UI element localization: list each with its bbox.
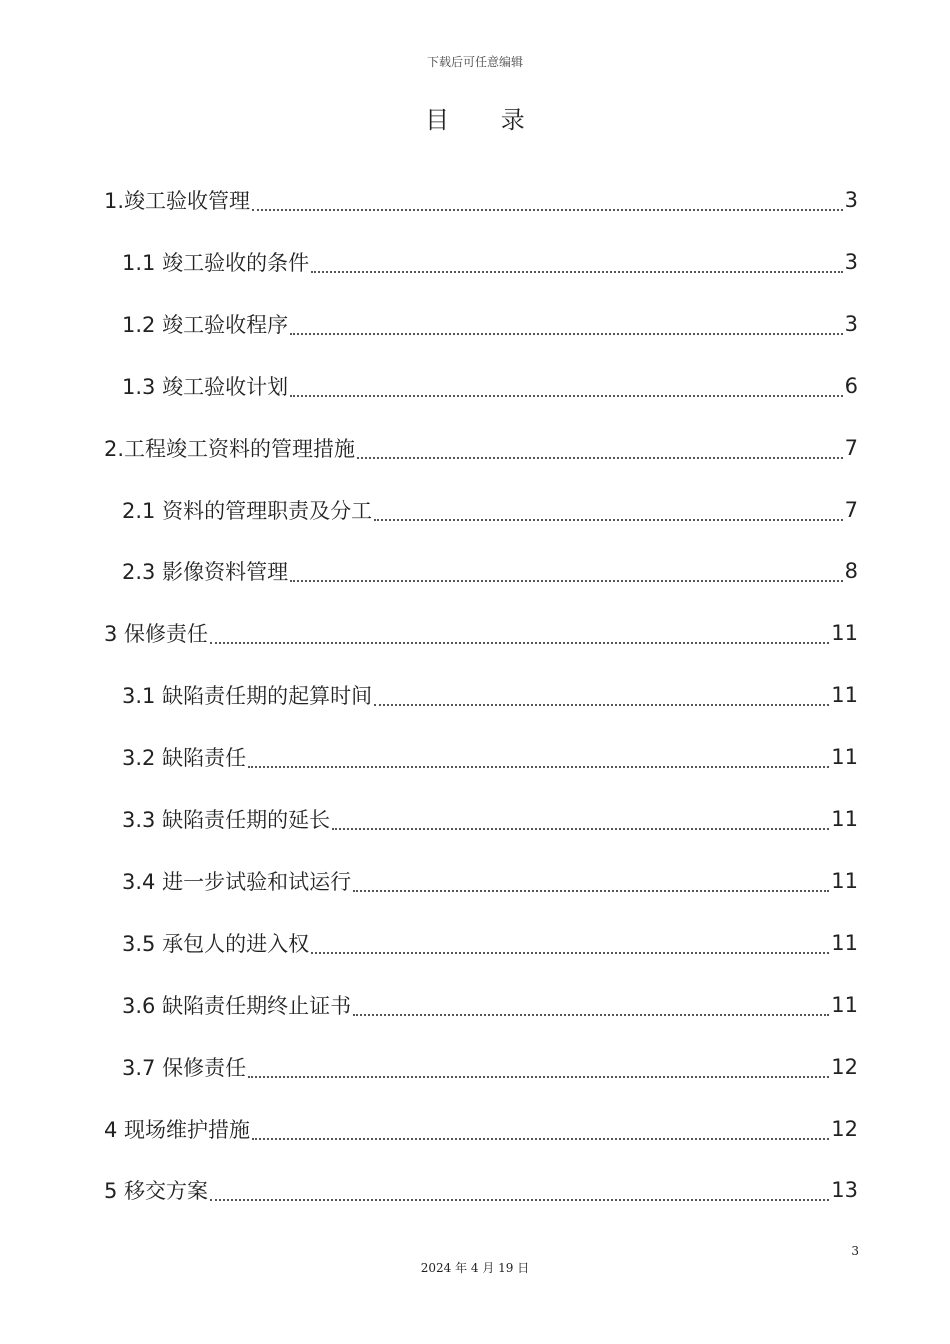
toc-dot-leader (353, 1013, 829, 1016)
toc-dot-leader (252, 1137, 829, 1140)
toc-entry-label: 3 保修责任 (104, 622, 209, 646)
header-note: 下载后可任意编辑 (426, 55, 523, 69)
toc-title: 目 录 (425, 106, 547, 134)
toc-entry-page: 3 (844, 250, 858, 274)
toc-entry-page: 8 (844, 559, 858, 583)
toc-entry-label: 3.1 缺陷责任期的起算时间 (122, 684, 373, 708)
toc-entry[interactable] (104, 430, 858, 466)
toc-entry[interactable] (122, 492, 858, 528)
toc-entry[interactable] (122, 925, 858, 961)
toc-entry-page: 3 (844, 312, 858, 336)
toc-entry-label: 3.5 承包人的进入权 (122, 932, 310, 956)
toc-entry-label: 3.7 保修责任 (122, 1056, 247, 1080)
footer-date: 2024 年 4 月 19 日 (420, 1261, 530, 1275)
toc-entry[interactable] (122, 801, 858, 837)
toc-entry[interactable] (122, 244, 858, 280)
toc-entry-label: 5 移交方案 (104, 1179, 209, 1203)
toc-entry[interactable] (122, 1049, 858, 1085)
toc-dot-leader (374, 703, 829, 706)
toc-entry-page: 7 (844, 498, 858, 522)
toc-entry[interactable] (122, 368, 858, 404)
toc-entry-page: 12 (831, 1117, 858, 1141)
toc-entry-page: 11 (831, 807, 858, 831)
toc-entry[interactable] (104, 1111, 858, 1147)
toc-entry-label: 1.3 竣工验收计划 (122, 375, 289, 399)
toc-dot-leader (332, 827, 829, 830)
toc-entry-page: 11 (831, 931, 858, 955)
toc-entry-label: 2.工程竣工资料的管理措施 (104, 437, 356, 461)
toc-dot-leader (210, 1198, 829, 1201)
toc-entry-page: 3 (844, 188, 858, 212)
toc-entry-label: 4 现场维护措施 (104, 1118, 251, 1142)
toc-dot-leader (290, 579, 843, 582)
toc-dot-leader (210, 641, 829, 644)
toc-entry[interactable] (122, 306, 858, 342)
toc-entry-page: 11 (831, 621, 858, 645)
toc-entry-page: 11 (831, 993, 858, 1017)
toc-dot-leader (248, 765, 829, 768)
toc-entry-label: 2.3 影像资料管理 (122, 560, 289, 584)
toc-dot-leader (248, 1075, 829, 1078)
toc-entry[interactable] (122, 987, 858, 1023)
toc-entry[interactable] (122, 553, 858, 589)
toc-entry[interactable] (122, 863, 858, 899)
toc-dot-leader (353, 889, 829, 892)
toc-entry[interactable] (122, 677, 858, 713)
toc-entry-label: 1.2 竣工验收程序 (122, 313, 289, 337)
toc-entry-page: 12 (831, 1055, 858, 1079)
toc-dot-leader (290, 394, 843, 397)
toc-entry-label: 2.1 资料的管理职责及分工 (122, 499, 373, 523)
toc-entry-page: 13 (831, 1178, 858, 1202)
toc-entry[interactable] (104, 1172, 858, 1208)
toc-dot-leader (357, 456, 843, 459)
toc-dot-leader (374, 518, 843, 521)
page-number: 3 (851, 1244, 859, 1258)
toc-entry-page: 11 (831, 745, 858, 769)
toc-entry-page: 11 (831, 869, 858, 893)
toc-dot-leader (311, 951, 829, 954)
toc-entry-page: 11 (831, 683, 858, 707)
toc-entry-label: 3.6 缺陷责任期终止证书 (122, 994, 352, 1018)
toc-dot-leader (290, 332, 843, 335)
toc-entry[interactable] (122, 739, 858, 775)
toc-entry[interactable] (104, 615, 858, 651)
toc-entry[interactable] (104, 182, 858, 218)
toc-entry-label: 3.3 缺陷责任期的延长 (122, 808, 331, 832)
toc-entry-label: 1.竣工验收管理 (104, 189, 251, 213)
toc-entry-label: 1.1 竣工验收的条件 (122, 251, 310, 275)
toc-dot-leader (311, 270, 843, 273)
toc-entry-label: 3.4 进一步试验和试运行 (122, 870, 352, 894)
toc-entry-page: 6 (844, 374, 858, 398)
toc-entry-label: 3.2 缺陷责任 (122, 746, 247, 770)
toc-dot-leader (252, 208, 843, 211)
toc-entry-page: 7 (844, 436, 858, 460)
